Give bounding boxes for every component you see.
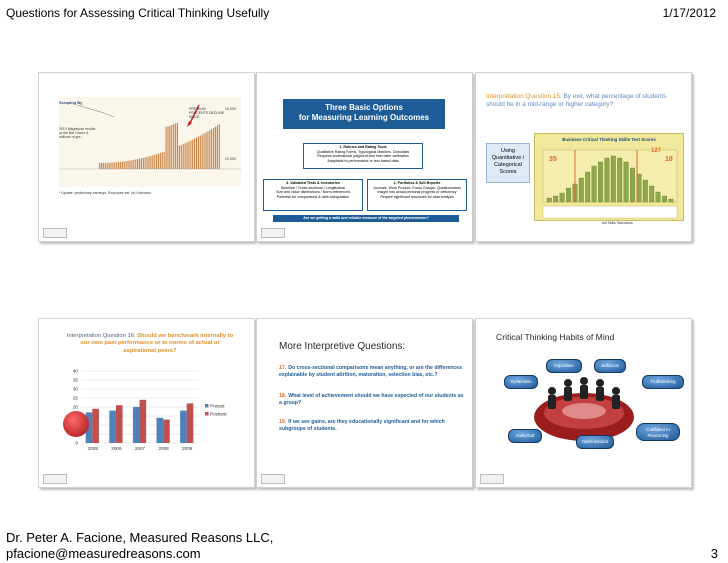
author-line-1: Dr. Peter A. Facione, Measured Reasons LLC, <box>6 530 274 545</box>
bar-pretest <box>157 418 164 443</box>
slide-thumbnail-3 <box>475 72 692 242</box>
habit-analytical: Analytical <box>508 429 542 443</box>
interpretation-question-16 <box>65 333 235 355</box>
validity-question-bar: Are we getting a valid and reliable measure of the targeted phenomenon? <box>273 215 459 222</box>
slide-thumbnail-1 <box>38 72 255 242</box>
habit-confident-in-reasoning: Confident in Reasoning <box>636 423 680 441</box>
measured-reasons-logo <box>480 474 504 484</box>
habits-of-mind-title: Critical Thinking Habits of Mind <box>496 332 615 342</box>
tomato-mascot-image <box>63 411 89 437</box>
rubrics-text: Qualitative Rating Forms, Typological Matches, Checklists Requires professional judgment and inter-rater calibration Adaptable to performance or text-based data <box>316 149 410 163</box>
y-tick-label: 35 <box>72 377 78 383</box>
quantitative-scores-label: Using Quantitative / Categorical Scores <box>486 143 530 183</box>
question-17-text: Do cross-sectional comparisons mean anything, or are the differences explainable by student attrition, maturation, selection bias, etc.? <box>279 365 463 378</box>
question-18 <box>279 393 467 406</box>
y-tick-label: 25 <box>72 395 78 401</box>
slide1-legend-1: PREMIUM <box>189 107 206 111</box>
measured-reasons-logo <box>261 474 285 484</box>
x-tick-label: 2006 <box>111 446 122 451</box>
question-16-label: Interpretation Question 16: <box>66 333 136 339</box>
slide-thumbnail-6 <box>475 318 692 488</box>
more-questions-title: More Interpretive Questions: <box>279 341 406 352</box>
x-tick-label: 2005 <box>87 446 98 451</box>
author-email: pfacione@measuredreasons.com <box>6 546 201 561</box>
question-19-number: 19. <box>279 419 287 425</box>
x-tick-label: 2008 <box>158 446 169 451</box>
validated-tests-text: Baseline / Cross-sectional / Longitudinal Size and value distributions / Norm-referenced Potential for comparisons & data triangulation <box>276 185 350 199</box>
slide1-title: Scraping By <box>59 100 83 105</box>
measured-reasons-logo <box>43 474 67 484</box>
bar-posttest <box>92 409 99 443</box>
question-18-number: 18. <box>279 393 287 399</box>
bar-posttest <box>116 405 123 443</box>
y-tick-label: 30 <box>72 386 78 392</box>
bar-posttest <box>163 420 170 443</box>
measured-reasons-logo <box>261 228 285 238</box>
rubrics-box <box>303 143 423 169</box>
banner-line-1: Three Basic Options <box>325 103 403 112</box>
habit-truthseeking: Truthseeking <box>642 375 684 389</box>
validated-tests-title: 3. Validated Tests & Inventories <box>286 181 340 185</box>
question-15-text: By exit, what percentage of students should be in a mid-range or higher category? <box>486 93 667 108</box>
question-16-text: Should we benchmark internally to our own past performance or to norms of actual or aspirational peers? <box>80 333 234 354</box>
slide-thumbnail-2 <box>256 72 473 242</box>
bar-pretest <box>109 411 116 443</box>
habit-open-minded: Open-minded <box>576 435 614 449</box>
three-options-banner <box>283 99 445 129</box>
slide-thumbnail-4 <box>38 318 255 488</box>
portfolios-text: Journals, Work Product, Focus Groups, Questionnaires Insight into actual personal progress or deficiency Require significant resources for data analysis <box>372 185 462 199</box>
document-date: 1/17/2012 <box>662 6 716 20</box>
habit-judicious: Judicious <box>594 359 626 373</box>
question-19-text: If we see gains, are they educationally significant and for which subgroups of students. <box>279 419 445 432</box>
y-tick-label: 20 <box>72 404 78 410</box>
slide1-legend-3: SINCE <box>189 115 200 119</box>
x-tick-label: 2007 <box>134 446 146 451</box>
legend-swatch <box>205 404 209 408</box>
benchmark-bar-chart <box>53 365 249 457</box>
slide-footer-text <box>249 235 250 239</box>
y-tick-label: 40 <box>72 368 78 374</box>
slide1-value-2: 12,000 <box>225 157 236 161</box>
document-title: Questions for Assessing Critical Thinking Usefully <box>6 6 270 20</box>
slide1-footnote: * Update: preliminary earnings, Employee set; (e) Unknown. <box>59 191 152 195</box>
bar-pretest <box>180 411 187 443</box>
x-tick-label: 2009 <box>182 446 193 451</box>
bar-pretest <box>133 407 140 443</box>
chart-source: Intl Skills Standards <box>602 221 633 225</box>
bctst-chart-title: Business Critical Thinking Skills Test Scores <box>562 137 656 142</box>
interpretation-question-15 <box>486 93 682 109</box>
banner-line-2: for Measuring Learning Outcomes <box>298 113 430 122</box>
question-18-text: What level of achievement should we have expected of our students as a group? <box>279 393 464 406</box>
slide1-caption: 2010 Magnitude results at the Bar Grad's 4 millions of gre... <box>59 127 96 139</box>
author-block <box>6 530 273 562</box>
question-15-label: Interpretation Question 15. <box>486 93 562 100</box>
rubrics-title: 1. Rubrics and Rating Tools <box>339 145 387 149</box>
y-tick-label: 0 <box>75 440 78 446</box>
legend-label: Pretest <box>210 403 225 409</box>
annotation-18: 18 <box>665 156 673 163</box>
annotation-127: 127 <box>651 148 662 154</box>
measured-reasons-logo <box>43 228 67 238</box>
slide1-value-1: 10,000 <box>225 107 236 111</box>
habit-inquisitive: Inquisitive <box>546 359 582 373</box>
habit-systematic: Systematic <box>504 375 538 389</box>
slide-thumbnail-5 <box>256 318 473 488</box>
question-17 <box>279 365 467 378</box>
annotation-35: 35 <box>549 156 557 163</box>
bar-posttest <box>187 403 194 443</box>
bar-posttest <box>140 400 147 443</box>
portfolios-box <box>367 179 467 211</box>
legend-label: Posttest <box>210 411 227 417</box>
bctst-score-chart <box>534 133 684 221</box>
portfolios-title: 2. Portfolios & Self-Reports <box>393 181 441 185</box>
validated-tests-box <box>263 179 363 211</box>
question-19 <box>279 419 467 432</box>
page-number: 3 <box>710 546 718 561</box>
legend-swatch <box>205 412 209 416</box>
slide1-legend-2: PERCENTS DECLINE <box>189 111 225 115</box>
question-17-number: 17. <box>279 365 287 371</box>
bctst-histogram <box>535 144 683 220</box>
